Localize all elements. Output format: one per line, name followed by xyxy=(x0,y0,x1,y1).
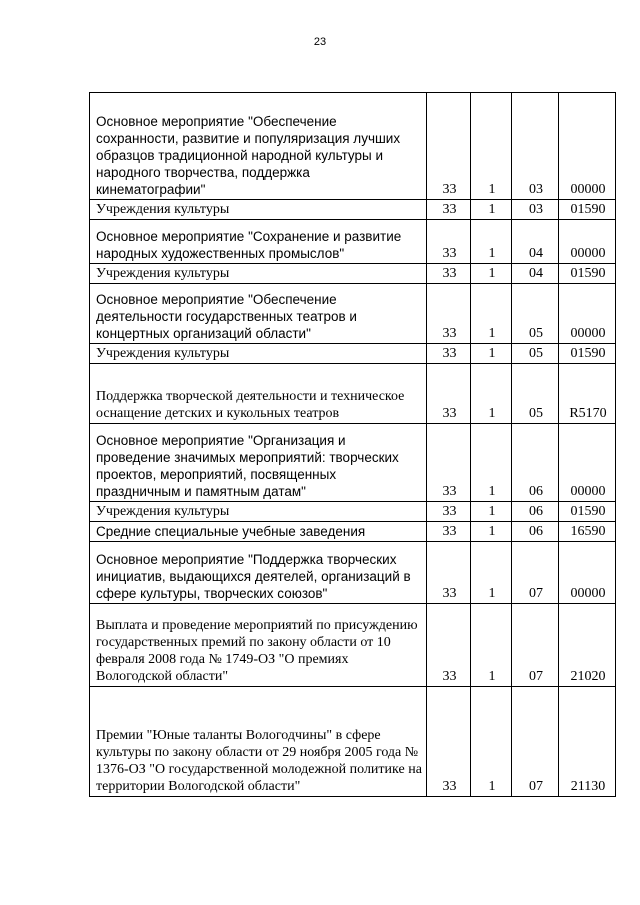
table-row xyxy=(90,264,616,284)
table-row xyxy=(90,502,616,522)
table-row xyxy=(90,220,616,264)
code-cell-4: 00000 xyxy=(559,542,616,604)
table-row xyxy=(90,364,616,424)
code-cell-1: 33 xyxy=(427,604,471,687)
code-cell-3: 06 xyxy=(512,424,559,502)
table-row xyxy=(90,424,616,502)
code-cell-4: 00000 xyxy=(559,424,616,502)
code-cell-1: 33 xyxy=(427,542,471,604)
table-row xyxy=(90,284,616,344)
code-cell-2: 1 xyxy=(471,522,512,542)
budget-table xyxy=(89,92,616,797)
code-cell-4: 01590 xyxy=(559,264,616,284)
code-cell-2: 1 xyxy=(471,364,512,424)
code-cell-3: 05 xyxy=(512,344,559,364)
code-cell-3: 07 xyxy=(512,542,559,604)
code-cell-1: 33 xyxy=(427,502,471,522)
table-row xyxy=(90,604,616,687)
code-cell-4: 00000 xyxy=(559,284,616,344)
code-cell-2: 1 xyxy=(471,502,512,522)
table-row xyxy=(90,344,616,364)
code-cell-1: 33 xyxy=(427,93,471,200)
code-cell-2: 1 xyxy=(471,200,512,220)
code-cell-3: 07 xyxy=(512,604,559,687)
code-cell-2: 1 xyxy=(471,687,512,797)
row-name: Основное мероприятие "Организация и проведение значимых мероприятий: творческих проектов, мероприятий, посвященных праздничным и памятным датам" xyxy=(90,424,427,502)
code-cell-3: 05 xyxy=(512,364,559,424)
code-cell-2: 1 xyxy=(471,93,512,200)
code-cell-3: 06 xyxy=(512,502,559,522)
code-cell-4: 16590 xyxy=(559,522,616,542)
code-cell-2: 1 xyxy=(471,220,512,264)
code-cell-2: 1 xyxy=(471,284,512,344)
row-name: Основное мероприятие "Поддержка творческих инициатив, выдающихся деятелей, организаций в сфере культуры, творческих союзов" xyxy=(90,542,427,604)
code-cell-1: 33 xyxy=(427,364,471,424)
code-cell-4: 00000 xyxy=(559,220,616,264)
row-name: Основное мероприятие "Сохранение и развитие народных художественных промыслов" xyxy=(90,220,427,264)
table-row xyxy=(90,687,616,797)
row-name: Учреждения культуры xyxy=(90,502,427,522)
code-cell-4: R5170 xyxy=(559,364,616,424)
code-cell-2: 1 xyxy=(471,542,512,604)
row-name: Поддержка творческой деятельности и техническое оснащение детских и кукольных театров xyxy=(90,364,427,424)
code-cell-1: 33 xyxy=(427,220,471,264)
code-cell-4: 00000 xyxy=(559,93,616,200)
code-cell-2: 1 xyxy=(471,424,512,502)
code-cell-3: 04 xyxy=(512,220,559,264)
row-name: Премии "Юные таланты Вологодчины" в сфере культуры по закону области от 29 ноября 2005 года № 1376-ОЗ "О государственной молодежной политике на территории Вологодской области" xyxy=(90,687,427,797)
code-cell-1: 33 xyxy=(427,200,471,220)
code-cell-4: 21130 xyxy=(559,687,616,797)
row-name: Основное мероприятие "Обеспечение деятельности государственных театров и концертных организаций области" xyxy=(90,284,427,344)
code-cell-2: 1 xyxy=(471,604,512,687)
code-cell-3: 07 xyxy=(512,687,559,797)
row-name: Основное мероприятие "Обеспечение сохранности, развитие и популяризация лучших образцов традиционной народной культуры и народного творчества, поддержка кинематографии" xyxy=(90,93,427,200)
code-cell-2: 1 xyxy=(471,344,512,364)
code-cell-3: 03 xyxy=(512,93,559,200)
code-cell-3: 03 xyxy=(512,200,559,220)
code-cell-4: 01590 xyxy=(559,344,616,364)
code-cell-1: 33 xyxy=(427,264,471,284)
table-row xyxy=(90,542,616,604)
code-cell-1: 33 xyxy=(427,522,471,542)
row-name: Учреждения культуры xyxy=(90,200,427,220)
code-cell-4: 01590 xyxy=(559,200,616,220)
row-name: Учреждения культуры xyxy=(90,344,427,364)
table-row xyxy=(90,200,616,220)
code-cell-4: 01590 xyxy=(559,502,616,522)
row-name: Выплата и проведение мероприятий по присуждению государственных премий по закону области от 10 февраля 2008 года № 1749-ОЗ "О премиях Вологодской области" xyxy=(90,604,427,687)
row-name: Учреждения культуры xyxy=(90,264,427,284)
code-cell-3: 04 xyxy=(512,264,559,284)
code-cell-1: 33 xyxy=(427,687,471,797)
code-cell-1: 33 xyxy=(427,424,471,502)
code-cell-4: 21020 xyxy=(559,604,616,687)
code-cell-3: 06 xyxy=(512,522,559,542)
page-number: 23 xyxy=(313,36,327,48)
table-row xyxy=(90,522,616,542)
code-cell-1: 33 xyxy=(427,284,471,344)
code-cell-1: 33 xyxy=(427,344,471,364)
table-row xyxy=(90,93,616,200)
code-cell-3: 05 xyxy=(512,284,559,344)
code-cell-2: 1 xyxy=(471,264,512,284)
row-name: Средние специальные учебные заведения xyxy=(90,522,427,542)
